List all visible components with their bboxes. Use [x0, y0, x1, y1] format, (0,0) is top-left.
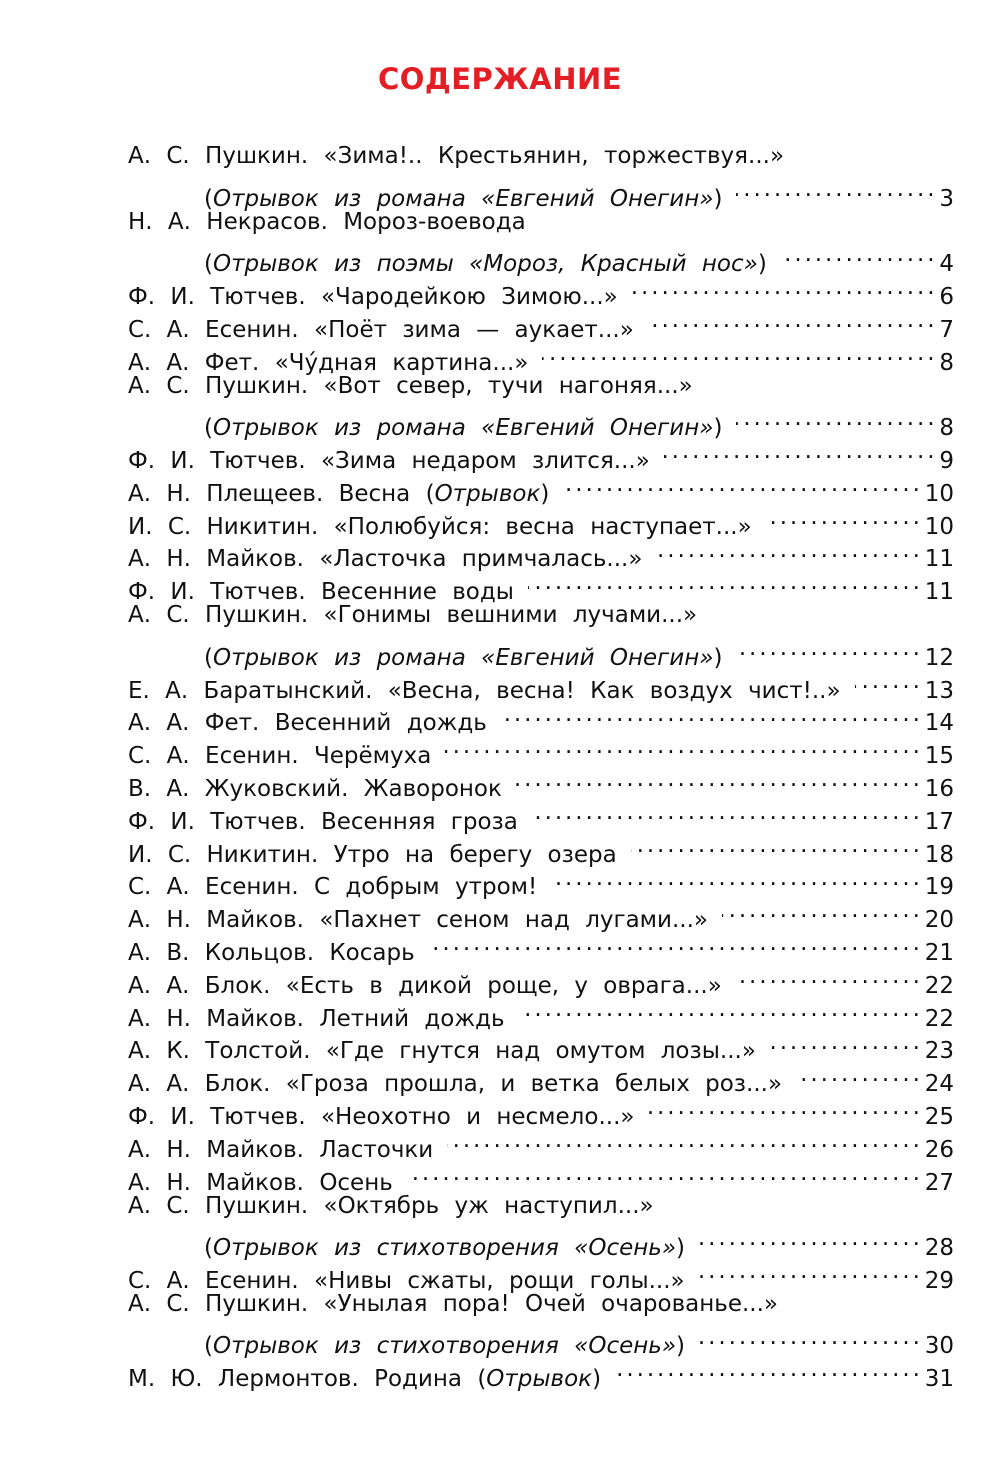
- entry-title: «Ласточка примчалась...»: [319, 546, 643, 573]
- dot-leader: [631, 829, 919, 862]
- dot-leader: [656, 534, 918, 567]
- subtitle-text: Отрывок из романа «Евгений Онегин»: [212, 185, 714, 212]
- subtitle-close: ): [713, 644, 723, 671]
- dot-leader: [551, 862, 919, 895]
- toc-entry[interactable]: [128, 1190, 954, 1262]
- subtitle-open: (: [204, 1235, 213, 1262]
- dot-leader: [699, 1321, 919, 1354]
- entry-page-number: 22: [924, 1005, 954, 1032]
- entry-title: С добрым утром!: [314, 874, 538, 901]
- subtitle-open: (: [204, 251, 213, 278]
- entry-page-number: 10: [924, 513, 954, 540]
- subtitle-close: ): [757, 251, 767, 278]
- toc-entry[interactable]: [128, 370, 954, 442]
- entry-author: С. А. Есенин.: [128, 1267, 299, 1294]
- entry-title-close: ): [592, 1366, 602, 1393]
- entry-heading: [128, 373, 693, 399]
- entry-page-number: 8: [939, 349, 954, 376]
- entry-author: А. Н. Майков.: [128, 1169, 304, 1196]
- toc-entry[interactable]: [128, 140, 954, 212]
- entry-author: А. Н. Плещеев.: [128, 480, 324, 507]
- entry-author: А. Н. Майков.: [128, 907, 304, 934]
- entry-heading: [128, 1134, 433, 1167]
- entry-title: «Где гнутся над омутом лозы...»: [325, 1038, 756, 1065]
- entry-page-number: 23: [924, 1038, 954, 1065]
- entry-subtitle: [204, 1232, 685, 1265]
- entry-title: «Октябрь уж наступил...»: [323, 1192, 654, 1219]
- entry-title: «Неохотно и несмело...»: [320, 1103, 635, 1130]
- subtitle-text: Отрывок из поэмы «Мороз, Красный нос»: [212, 251, 758, 278]
- entry-title: Ласточки: [319, 1136, 434, 1163]
- dot-leader: [516, 763, 919, 796]
- entry-title: Весенний дождь: [274, 710, 487, 737]
- toc-entry[interactable]: [128, 206, 954, 278]
- entry-page-number: 20: [924, 907, 954, 934]
- entry-title-italic: Отрывок: [486, 1366, 593, 1393]
- entry-title: «Гонимы вешними лучами...»: [323, 602, 698, 629]
- entry-title: «Унылая пора! Очей очарованье...»: [323, 1290, 778, 1317]
- dot-leader: [445, 730, 918, 763]
- dot-leader: [519, 993, 919, 1026]
- entry-author: С. А. Есенин.: [128, 874, 299, 901]
- entry-author: А. А. Фет.: [128, 710, 260, 737]
- subtitle-open: (: [204, 185, 213, 212]
- entry-author: А. С. Пушкин.: [128, 372, 309, 399]
- entry-title-italic: Отрывок: [434, 480, 541, 507]
- entry-title: Черёмуха: [314, 743, 432, 770]
- dot-leader: [855, 665, 919, 698]
- entry-title: «Полюбуйся: весна наступает...»: [333, 513, 752, 540]
- entry-page-number: 17: [924, 808, 954, 835]
- toc-entry[interactable]: [128, 1288, 954, 1360]
- dot-leader: [429, 927, 919, 960]
- entry-title: Утро на берегу озера: [333, 841, 617, 868]
- entry-author: А. А. Блок.: [128, 972, 271, 999]
- entry-heading: [128, 1363, 601, 1396]
- entry-title: «Весна, весна! Как воздух чист!..»: [387, 677, 841, 704]
- entry-heading: [128, 143, 784, 169]
- entry-author: А. С. Пушкин.: [128, 143, 309, 169]
- dot-leader: [770, 1026, 919, 1059]
- entry-heading: [128, 281, 618, 314]
- entry-title: «Пахнет сеном над лугами...»: [319, 907, 708, 934]
- entry-title: «Чу́дная картина...»: [274, 349, 529, 376]
- entry-heading: [128, 937, 415, 970]
- dot-leader: [736, 173, 933, 206]
- dot-leader: [615, 1353, 919, 1386]
- entry-title: «Гроза прошла, и ветка белых роз...»: [285, 1071, 783, 1098]
- entry-author: А. А. Блок.: [128, 1071, 271, 1098]
- entry-page-number: 31: [924, 1366, 954, 1393]
- entry-page-number: 13: [924, 677, 954, 704]
- entry-page-number: 30: [924, 1333, 954, 1360]
- dot-leader: [736, 960, 919, 993]
- dot-leader: [501, 698, 919, 731]
- dot-leader: [563, 468, 918, 501]
- entry-author: Ф. И. Тютчев.: [128, 283, 306, 310]
- subtitle-text: Отрывок из стихотворения «Осень»: [212, 1333, 677, 1360]
- entry-page-number: 8: [939, 415, 954, 442]
- entry-page-number: 14: [924, 710, 954, 737]
- entry-title: Весна (: [338, 480, 435, 507]
- entry-page-number: 18: [924, 841, 954, 868]
- entry-heading: [128, 602, 697, 628]
- entry-author: В. А. Жуковский.: [128, 775, 349, 802]
- entry-heading: [128, 1035, 756, 1068]
- subtitle-open: (: [204, 644, 213, 671]
- entry-author: С. А. Есенин.: [128, 743, 299, 770]
- entry-title: «Поёт зима — аукает...»: [314, 316, 634, 343]
- entry-heading: [128, 1003, 505, 1036]
- entry-heading: [128, 209, 526, 235]
- entry-author: А. Н. Майков.: [128, 546, 304, 573]
- entry-author: Ф. И. Тютчев.: [128, 447, 306, 474]
- dot-leader: [447, 1124, 918, 1157]
- entry-page-number: 24: [924, 1071, 954, 1098]
- entry-heading: [128, 806, 518, 839]
- entry-page-number: 25: [924, 1103, 954, 1130]
- entry-author: А. С. Пушкин.: [128, 602, 309, 629]
- entry-page-number: 11: [924, 546, 954, 573]
- table-of-contents: [128, 140, 954, 1393]
- entry-page-number: 22: [924, 972, 954, 999]
- subtitle-open: (: [204, 415, 213, 442]
- dot-leader: [796, 1058, 919, 1091]
- entry-heading: [128, 839, 617, 872]
- dot-leader: [722, 894, 919, 927]
- entry-title: «Зима!.. Крестьянин, торжествуя...»: [323, 143, 785, 169]
- entry-author: С. А. Есенин.: [128, 316, 299, 343]
- dot-leader: [532, 796, 919, 829]
- entry-author: Н. А. Некрасов.: [128, 208, 328, 235]
- dot-leader: [736, 402, 933, 435]
- subtitle-close: ): [713, 185, 723, 212]
- dot-leader: [632, 271, 934, 304]
- entry-author: А. Н. Майков.: [128, 1005, 304, 1032]
- page-title: СОДЕРЖАНИЕ: [377, 62, 623, 96]
- entry-author: Е. А. Баратынский.: [128, 677, 373, 704]
- entry-title: Косарь: [329, 939, 415, 966]
- entry-page-number: 7: [939, 316, 954, 343]
- entry-title: Мороз-воевода: [343, 208, 526, 235]
- dot-leader: [648, 304, 934, 337]
- entry-subtitle: [204, 1330, 685, 1363]
- entry-title: «Вот север, тучи нагоняя...»: [323, 372, 693, 399]
- dot-leader: [699, 1222, 919, 1255]
- entry-page-number: 12: [924, 644, 954, 671]
- entry-author: Ф. И. Тютчев.: [128, 1103, 306, 1130]
- dot-leader: [736, 632, 918, 665]
- subtitle-close: ): [713, 415, 723, 442]
- entry-heading: [128, 871, 537, 904]
- entry-heading: [128, 478, 549, 511]
- entry-page-number: 10: [924, 480, 954, 507]
- entry-subtitle: [204, 412, 722, 445]
- entry-heading: [128, 773, 502, 806]
- entry-title: Летний дождь: [319, 1005, 505, 1032]
- dot-leader: [766, 501, 919, 534]
- subtitle-open: (: [204, 1333, 213, 1360]
- entry-page-number: 9: [939, 447, 954, 474]
- entry-title: «Чародейкою Зимою...»: [320, 283, 618, 310]
- entry-heading: [128, 1193, 654, 1219]
- entry-page-number: 15: [924, 743, 954, 770]
- entry-author: Ф. И. Тютчев.: [128, 808, 306, 835]
- entry-author: Ф. И. Тютчев.: [128, 579, 306, 606]
- entry-page-number: 29: [924, 1267, 954, 1294]
- entry-title-close: ): [540, 480, 550, 507]
- subtitle-close: ): [676, 1333, 686, 1360]
- subtitle-text: Отрывок из стихотворения «Осень»: [212, 1235, 677, 1262]
- dot-leader: [664, 435, 934, 468]
- entry-title: «Нивы сжаты, рощи голы...»: [314, 1267, 685, 1294]
- entry-author: А. С. Пушкин.: [128, 1192, 309, 1219]
- entry-page-number: 3: [939, 185, 954, 212]
- entry-author: А. Н. Майков.: [128, 1136, 304, 1163]
- entry-heading: [128, 707, 487, 740]
- dot-leader: [781, 238, 934, 271]
- entry-title: Весенняя гроза: [320, 808, 518, 835]
- entry-heading: [128, 1291, 778, 1317]
- dot-leader: [528, 566, 919, 599]
- entry-page-number: 11: [924, 579, 954, 606]
- entry-title: Весенние воды: [320, 579, 514, 606]
- dot-leader: [407, 1157, 919, 1190]
- dot-leader: [648, 1091, 918, 1124]
- entry-title: «Зима недаром злится...»: [320, 447, 650, 474]
- entry-page-number: 19: [924, 874, 954, 901]
- entry-title: Родина (: [374, 1366, 487, 1393]
- entry-author: А. К. Толстой.: [128, 1038, 311, 1065]
- entry-page-number: 28: [924, 1235, 954, 1262]
- entry-author: А. В. Кольцов.: [128, 939, 315, 966]
- subtitle-text: Отрывок из романа «Евгений Онегин»: [212, 644, 714, 671]
- entry-author: И. С. Никитин.: [128, 513, 319, 540]
- entry-title: Осень: [319, 1169, 393, 1196]
- entry-page-number: 16: [924, 775, 954, 802]
- dot-leader: [699, 1255, 919, 1288]
- entry-page-number: 26: [924, 1136, 954, 1163]
- entry-page-number: 21: [924, 939, 954, 966]
- entry-page-number: 4: [939, 251, 954, 278]
- entry-subtitle: [204, 642, 722, 675]
- entry-author: И. С. Никитин.: [128, 841, 319, 868]
- entry-title: «Есть в дикой роще, у оврага...»: [285, 972, 722, 999]
- entry-title: Жаворонок: [363, 775, 502, 802]
- entry-author: М. Ю. Лермонтов.: [128, 1366, 359, 1393]
- dot-leader: [542, 337, 933, 370]
- entry-author: А. А. Фет.: [128, 349, 260, 376]
- subtitle-text: Отрывок из романа «Евгений Онегин»: [212, 415, 714, 442]
- entry-page-number: 27: [924, 1169, 954, 1196]
- subtitle-close: ): [676, 1235, 686, 1262]
- entry-author: А. С. Пушкин.: [128, 1290, 309, 1317]
- entry-page-number: 6: [939, 283, 954, 310]
- entry-heading: [128, 740, 431, 773]
- toc-entry[interactable]: [128, 599, 954, 671]
